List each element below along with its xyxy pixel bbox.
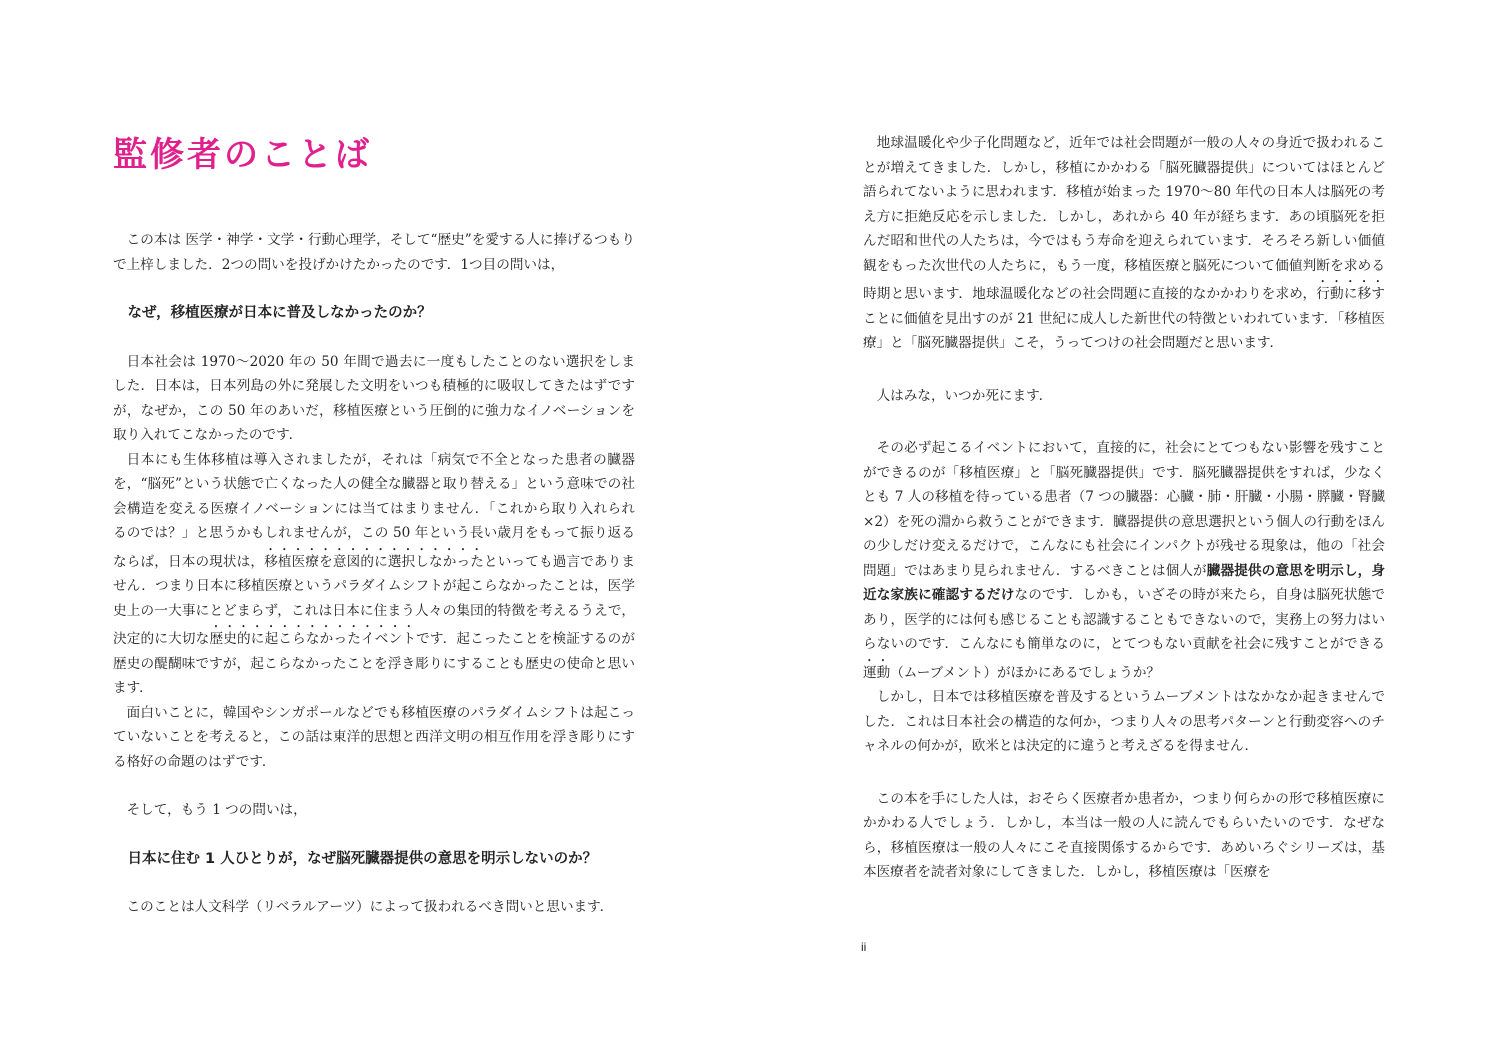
right-paragraph-4: しかし，日本では移植医療を普及するというムーブメントはなかなか起きませんでした．これは日本社会の構造的な何か，つまり人々の思考パターンと行動変容へのチャネルの何かが，欧米とは決定的に違うと考えざるを得ません． — [863, 689, 1385, 754]
right-paragraph-1-text-a: 地球温暖化や少子化問題など，近年では社会問題が一般の人々の身近で扱われることが増えてきました．しかし，移植にかかわる「脳死臓器提供」についてはほとんど語られてないように思われます．移植が始まった 1970〜80 年代の日本人は脳死の考え方に拒絶反応を示しました．しかし，あれから 40 年が経ちます．あの頃脳死を拒んだ昭和世代の人たちは，今ではもう寿命を迎えられています．そろそろ新しい価値観をもった次世代の人たちに，もう一度，移植医療と脳死について価値判断を求める時期と思います．地球温暖化などの社会問題に直接的なかかわりを求め， — [863, 135, 1385, 302]
paragraph-2-text-b: といっても過言でありません．つまり日本に移植医療というパラダイムシフトが起こらなかったことは，医学史上の一大事にとどまらず，これは日本に住まう人々の集団的特徴を考えるうえで，決定的に大切な — [113, 553, 636, 647]
paragraph-2-text-a: 日本にも生体移植は導入されましたが，それは「病気で不全となった患者の臓器を，“脳死”という状態で亡くなった人の健全な臓器と取り替える」という意味での社会構造を変える医療イノベーションには当てはまりません．「これから取り入れられるのでは？」と思うかもしれませんが，この 50 年という長い歳月をもって振り返るならば，日本の現状は， — [113, 451, 635, 570]
paragraph-1: 日本社会は 1970〜2020 年の 50 年間で過去に一度もしたことのない選択をしました．日本は，日本列島の外に発展した文明をいつも積極的に吸収してきたはずですが，なぜか，この 50 年のあいだ，移植医療という圧倒的に強力なイノベーションを取り入れてこなかったのです． — [113, 353, 635, 443]
page-number: ii — [861, 940, 867, 954]
right-paragraph-2: 人はみな，いつか死にます． — [876, 387, 1053, 404]
paragraph-2-text-c: です．起こったことを検証するのが歴史の醍醐味ですが，起こらなかったことを浮き彫りにすることも歴史の使命と思います． — [113, 631, 636, 696]
emphasis-take-action: 行動に移す — [1316, 286, 1385, 302]
right-paragraph-5: この本を手にした人は，おそらく医療者か患者か，つまり何らかの形で移植医療にかかわる人でしょう．しかし，本当は一般の人に読んでもらいたいのです．なぜなら，移植医療は一般の人々にこそ直接関係するからです．あめいろぐシリーズは，基本医療者を読者対象にしてきました．しかし，移植医療は「医療を — [863, 790, 1385, 880]
right-paragraph-3-text-b: なのです．しかも，いざその時が来たら，自身は脳死状態であり，医学的には何も感じることも認識することもできないので，実務上の努力はいらないのです．こんなにも簡単なのに，とてつもない貢献を社会に残すことができる — [863, 587, 1385, 652]
bold-call-to-action: 臓器提供の意思を明示し，身近な家族に確認するだけ — [863, 562, 1385, 603]
left-page — [0, 0, 748, 1058]
right-column — [863, 131, 1385, 885]
right-paragraph-1 — [863, 131, 1385, 356]
right-paragraph-1-text-b: ことに価値を見出すのが 21 世紀に成人した新世代の特徴といわれています．「移植医療」と「脳死臓器提供」こそ，うってつけの社会問題だと思います． — [863, 310, 1385, 351]
right-paragraph-3-text-a: その必ず起こるイベントにおいて，直接的に，社会にとてつもない影響を残すことができるのが「移植医療」と「脳死臓器提供」です．脳死臓器提供をすれば，少なくとも 7 人の移植を待っている患者（7 つの臓器：心臓・肺・肝臓・小腸・膵臓・腎臓×2）を死の淵から救うことができます．臓器提供の意思選択という個人の行動をほんの少しだけ変えるだけで，こんなにも社会にインパクトが残せる現象は，他の「社会問題」ではあまり見られません．するべきことは個人が — [863, 440, 1385, 579]
chapter-title: 監修者のことば — [113, 135, 372, 175]
right-page — [748, 0, 1497, 1058]
left-column — [113, 228, 635, 920]
emphasis-historical-event: 歴史的に起こらなかったイベント — [209, 631, 417, 647]
intro-paragraph: この本は 医学・神学・文学・行動心理学，そして“歴史”を愛する人に捧げるつもりで上梓しました．2つの問いを投げかけたかったのです．1つ目の問いは， — [113, 232, 635, 273]
paragraph-4: このことは人文科学（リベラルアーツ）によって扱われるべき問いと思います． — [126, 899, 614, 915]
paragraph-2 — [113, 448, 635, 701]
emphasis-movement: 運動 — [863, 664, 891, 681]
second-question-lead: そして，もう 1 つの問いは， — [126, 802, 307, 818]
right-paragraph-3 — [863, 436, 1385, 685]
question-1-heading: なぜ，移植医療が日本に普及しなかったのか？ — [127, 305, 432, 321]
right-paragraph-3-text-c: （ムーブメント）がほかにあるでしょうか？ — [890, 664, 1161, 681]
question-2-heading: 日本に住む 1 人ひとりが，なぜ脳死臓器提供の意思を明示しないのか？ — [127, 850, 598, 867]
emphasis-not-chosen: 移植医療を意図的に選択しなかった — [264, 553, 485, 570]
paragraph-3: 面白いことに，韓国やシンガポールなどでも移植医療のパラダイムシフトは起こっていないことを考えると，この話は東洋的思想と西洋文明の相互作用を浮き彫りにする格好の命題のはずです． — [113, 704, 635, 770]
